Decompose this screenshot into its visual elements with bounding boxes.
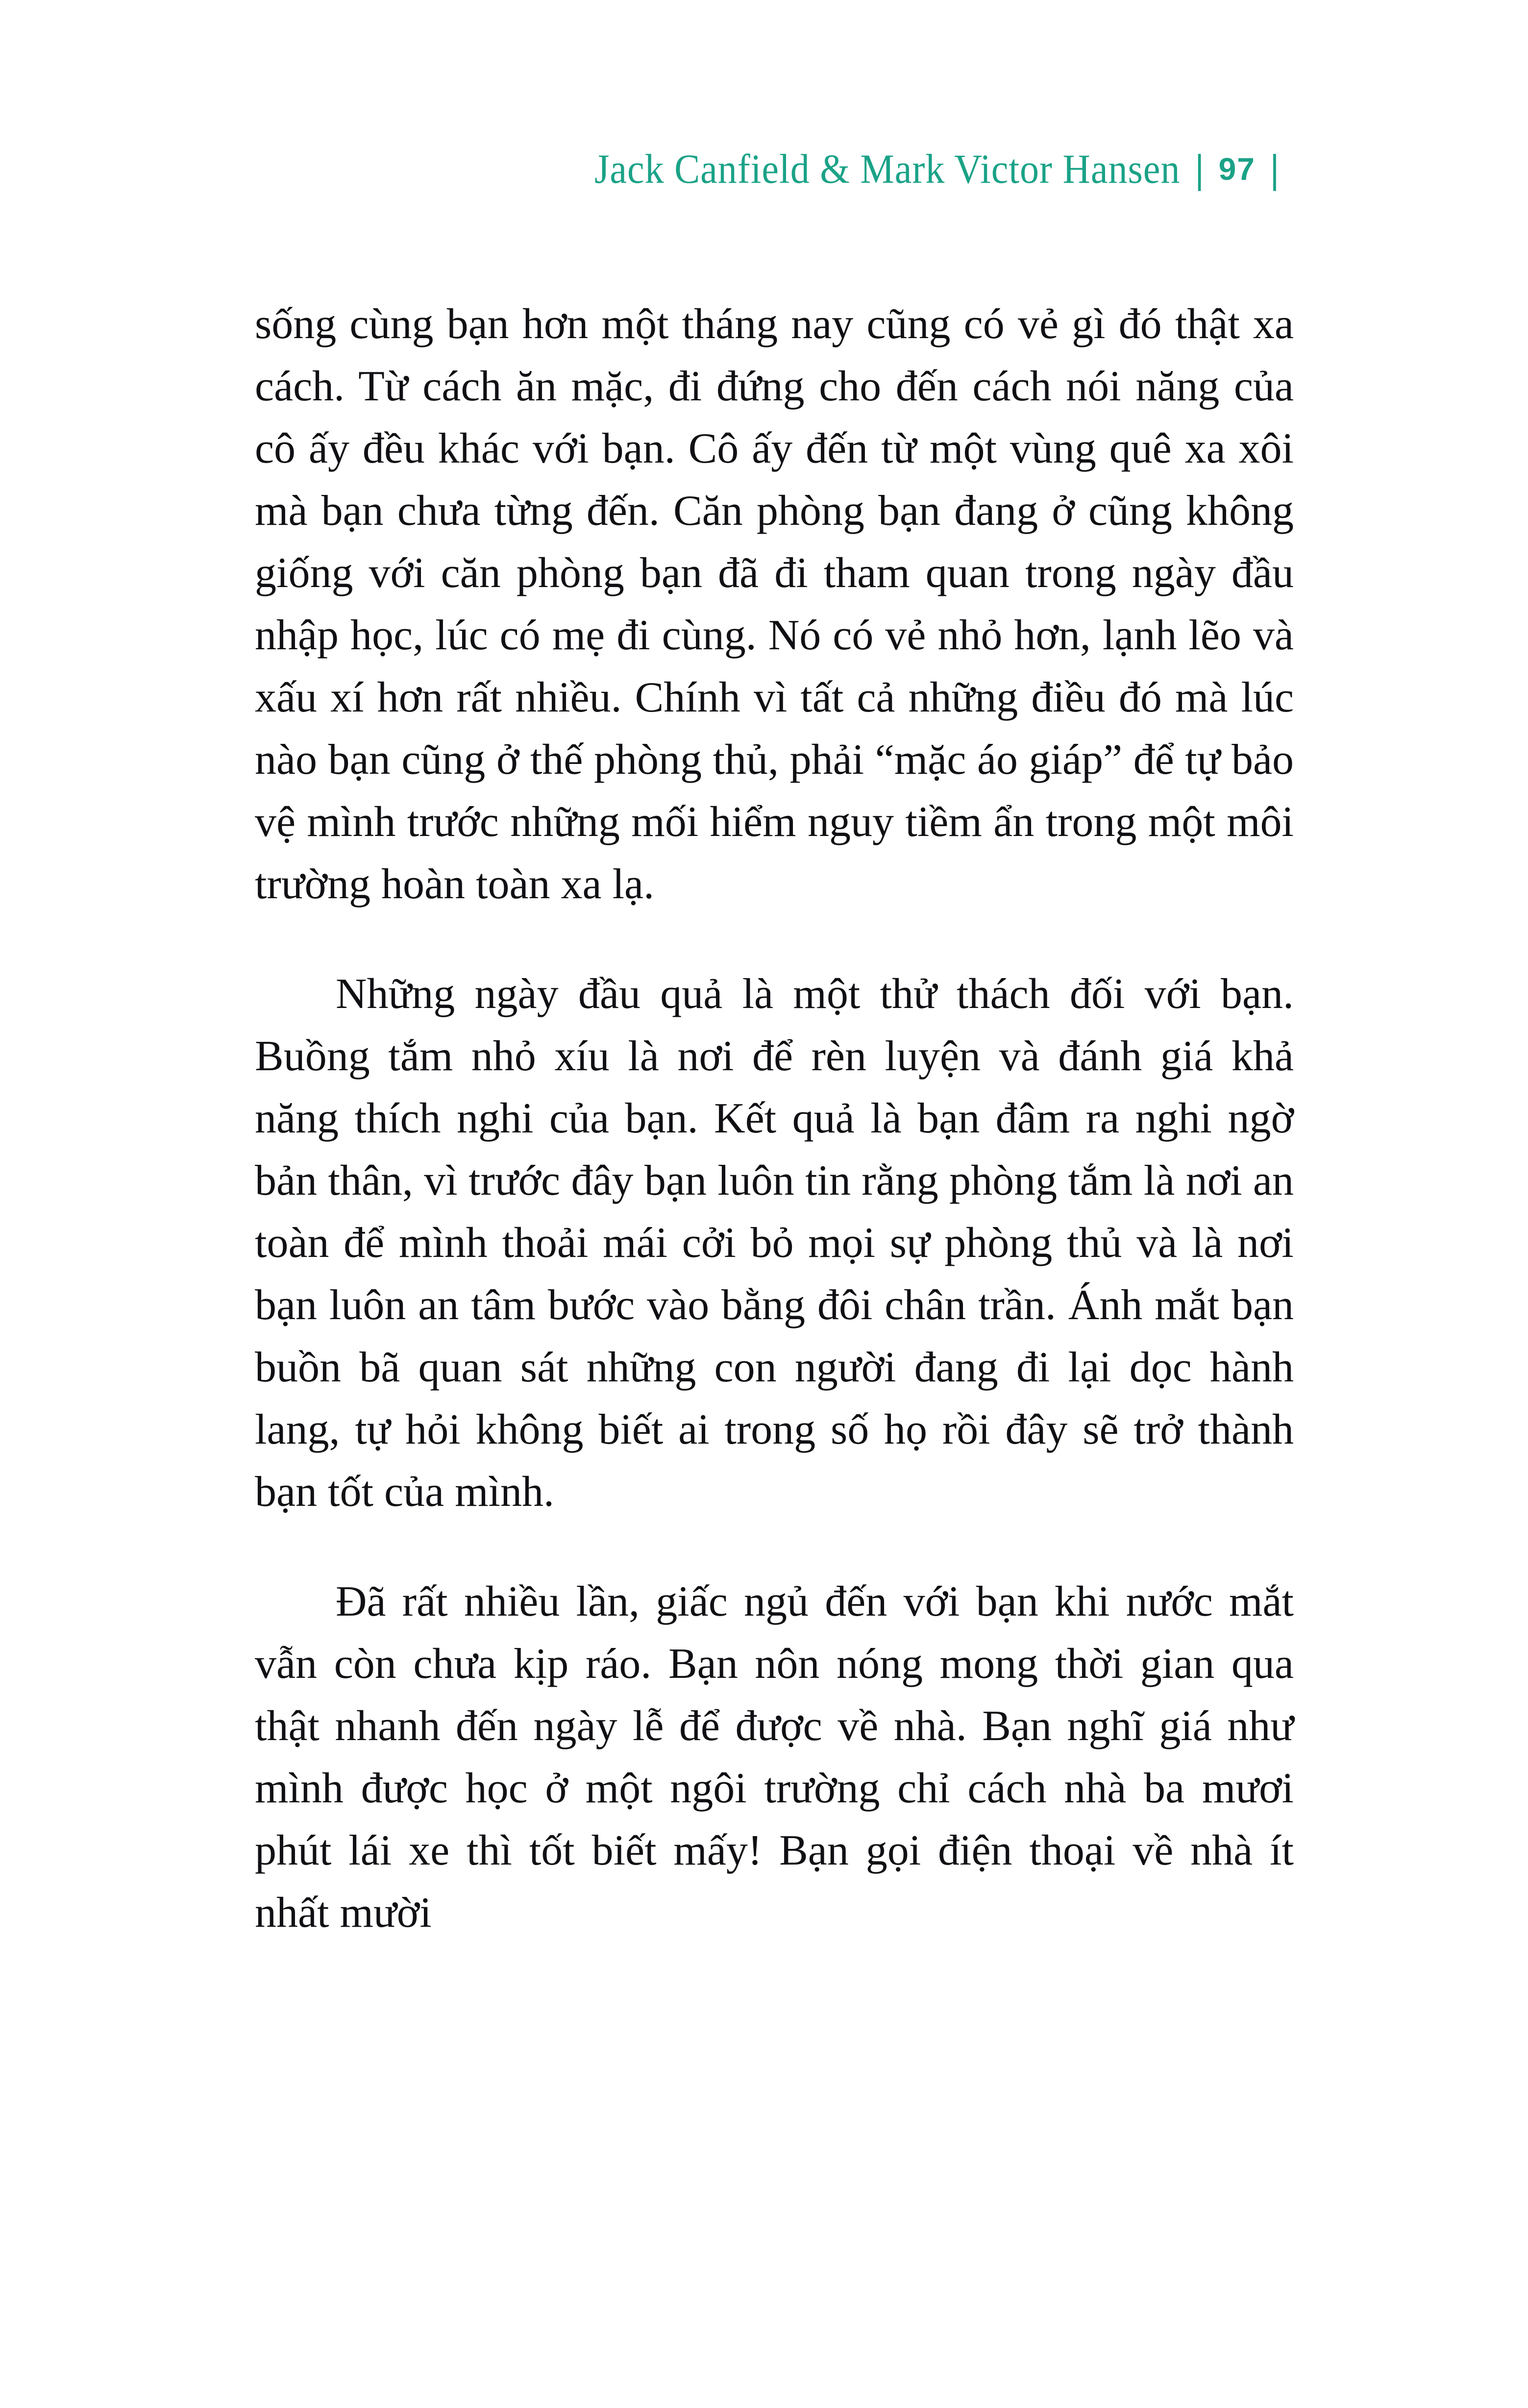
page-number: 97 <box>1218 151 1256 187</box>
header-authors: Jack Canfield & Mark Victor Hansen <box>594 146 1181 192</box>
body-paragraph: Đã rất nhiều lần, giấc ngủ đến với bạn khi nước mắt vẫn còn chưa kịp ráo. Bạn nôn nóng mong thời gian qua thật nhanh đến ngày lễ để được về nhà. Bạn nghĩ giá như mình được học ở một ngôi trường chỉ cách nhà ba mươi phút lái xe thì tốt biết mấy! Bạn gọi điện thoại về nhà ít nhất mười <box>255 1578 1294 1937</box>
header-separator-right: | <box>1270 147 1279 191</box>
running-header <box>594 147 1294 191</box>
header-separator-left: | <box>1195 147 1204 191</box>
body-paragraph: Những ngày đầu quả là một thử thách đối với bạn. Buồng tắm nhỏ xíu là nơi để rèn luyện và đánh giá khả năng thích nghi của bạn. Kết quả là bạn đâm ra nghi ngờ bản thân, vì trước đây bạn luôn tin rằng phòng tắm là nơi an toàn để mình thoải mái cởi bỏ mọi sự phòng thủ và là nơi bạn luôn an tâm bước vào bằng đôi chân trần. Ánh mắt bạn buồn bã quan sát những con người đang đi lại dọc hành lang, tự hỏi không biết ai trong số họ rồi đây sẽ trở thành bạn tốt của mình. <box>255 970 1294 1516</box>
body-paragraph: sống cùng bạn hơn một tháng nay cũng có vẻ gì đó thật xa cách. Từ cách ăn mặc, đi đứng cho đến cách nói năng của cô ấy đều khác với bạn. Cô ấy đến từ một vùng quê xa xôi mà bạn chưa từng đến. Căn phòng bạn đang ở cũng không giống với căn phòng bạn đã đi tham quan trong ngày đầu nhập học, lúc có mẹ đi cùng. Nó có vẻ nhỏ hơn, lạnh lẽo và xấu xí hơn rất nhiều. Chính vì tất cả những điều đó mà lúc nào bạn cũng ở thế phòng thủ, phải “mặc áo giáp” để tự bảo vệ mình trước những mối hiểm nguy tiềm ẩn trong một môi trường hoàn toàn xa lạ. <box>255 300 1294 908</box>
body-text <box>255 293 1294 1944</box>
